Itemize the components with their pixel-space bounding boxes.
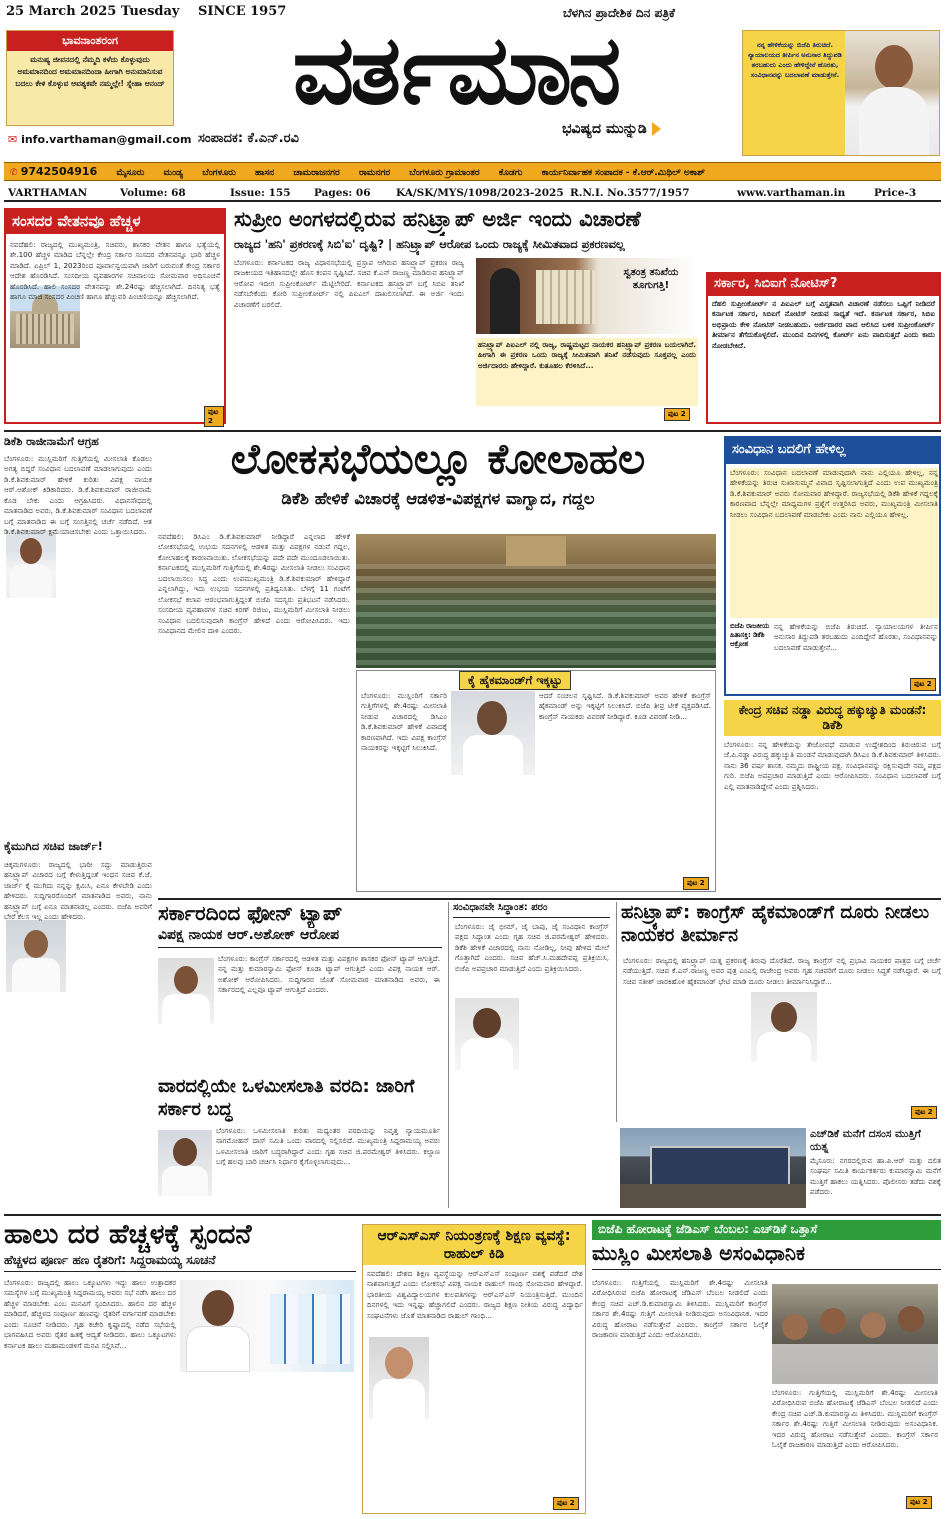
milk-packets <box>270 1294 350 1364</box>
story-subhead: ವಿಪಕ್ಷ ನಾಯಕ ಆರ್.ಅಶೋಕ್ ಆರೋಪ <box>158 928 442 948</box>
district: ಮೈಸೂರು <box>116 168 145 178</box>
info-issue: Issue: 155 <box>230 187 291 199</box>
tagline-top: ಬೆಳಗಿನ ಪ್ರಾದೇಶಿಕ ದಿನ ಪತ್ರಿಕೆ <box>563 6 675 20</box>
story-body: ಬೆಂಗಳೂರು: ರಾಜ್ಯದಲ್ಲಿ ಹನಿಟ್ರ್ಯಾಪ್ ಯತ್ನ ಪ್ರಕರಣಕ್ಕೆ ತಿರುವು ದೊರೆತಿದೆ. ರಾಜ್ಯ ಕಾಂಗ್ರೆಸ್ ನಲ್ಲಿ ಪ್ರಭಾವಿ ನಾಯಕರ ಪಾತ್ರದ ಬಗ್ಗೆ ಚರ್ಚೆ ನಡೆಯುತ್ತಿದೆ. ಸಚಿವ ಕೆ.ಎನ್.ರಾಜಣ್ಣ ಅವರ ಪುತ್ರ ಎಂಎಲ್ಸಿ ರಾಜೇಂದ್ರ ಅವರು ಗೃಹ ಸಚಿವರಿಗೆ ದೂರು ನೀಡಲು ಸಿದ್ಧತೆ ನಡೆಸಿದ್ದಾರೆ. ಈ ಬಗ್ಗೆ ಸಚಿವ ಸತೀಶ್ ಜಾರಕಿಹೊಳಿ ಹೈಕಮಾಂಡ್ ಭೇಟಿ ಮಾಡಿ ದೂರು ನೀಡಲು ತೀರ್ಮಾನಿಸಿದ್ದಾರೆ... <box>623 956 941 986</box>
story-body: ಬೆಂಗಳೂರು: ಸಂವಿಧಾನ ಬದಲಾವಣೆ ಮಾಡುವುದಾಗಿ ನಾನು ಎಲ್ಲಿಯೂ ಹೇಳಿಲ್ಲ, ನನ್ನ ಹೇಳಿಕೆಯನ್ನು ತಿರುಚಿ ಸುಖಾಸುಮ್ಮನೆ ವಿವಾದ ಸೃಷ್ಟಿಸಲಾಗುತ್ತಿದೆ ಎಂದು ಉಪ ಮುಖ್ಯಮಂತ್ರಿ ಡಿ.ಕೆ.ಶಿವಕುಮಾರ್ ಅವರು ಸೋಮವಾರ ಹೇಳಿದ್ದಾರೆ. ರಾಜ್ಯಸಭೆಯಲ್ಲಿ ಡಿಕೆಶಿ ಹೇಳಿಕೆ ಗದ್ದಲಕ್ಕೆ ಕಾರಣವಾದ ಬೆನ್ನಲ್ಲೇ ಮಾಧ್ಯಮಗಳ ಪ್ರಶ್ನೆಗೆ ಉತ್ತರಿಸಿದ ಅವರು, ಮುಖ್ಯಮಂತ್ರಿ ಮೀಸಲಾತಿ ನೀಡಲು ಸಂವಿಧಾನ ಬದಲಾವಣೆ ಮಾಡಬೇಕು ಎಂದು ನಾನು ಎಲ್ಲಿಯೂ ಹೇಳಿಲ್ಲ. <box>730 468 938 618</box>
story-headline: ಸುಪ್ರೀಂ ಅಂಗಳದಲ್ಲಿರುವ ಹನಿಟ್ರ್ಯಾಪ್ ಅರ್ಜಿ ಇಂದು ವಿಚಾರಣೆ <box>234 208 641 231</box>
story-body: ದೆಹಲಿ ಸುಪ್ರೀಂಕೋರ್ಟ್ ನ ಪಿಐಎಲ್ ಬಗ್ಗೆ ವಿಸ್ತೃತವಾಗಿ ವಿಚಾರಣೆ ನಡೆಸಲು ಒಪ್ಪಿಗೆ ನೀಡಿದರೆ ಕರ್ನಾಟಕ ಸರ್ಕಾರ, ಸಿಬಿಐಗೆ ನೋಟಿಸ್ ನೀಡುವ ಸಾಧ್ಯತೆ ಇದೆ. ಕರ್ನಾಟಕ ಸರ್ಕಾರ, ಸಿಬಿಐ ಅಭಿಪ್ರಾಯ ಕೇಳಿ ನೋಟಿಸ್ ನೀಡಬಹುದು. ಅರ್ಜಿದಾರರ ವಾದ ಆಲಿಸಿದ ಬಳಿಕ ಸುಪ್ರೀಂಕೋರ್ಟ್ ತೀರ್ಮಾನ ತೆಗೆದುಕೊಳ್ಳಲಿದೆ. ಮುಂದಿನ ದಿನಗಳಲ್ಲಿ ಕೋರ್ಟ್ ಏನು ವಾದಿಸುತ್ತದೆ ಎಂದು ಕಾದು ನೋಡಬೇಕಿದೆ. <box>712 299 935 350</box>
story-headline: ಕೈಮುಗಿದ ಸಚಿವ ಜಾರ್ಜ್! <box>4 840 103 853</box>
story-phone-tap <box>158 902 442 1074</box>
district: ಬೆಂಗಳೂರು <box>202 168 236 178</box>
story-mp-salary <box>4 208 226 424</box>
district: ಹಾಸನ <box>254 168 275 178</box>
info-rni: R.N.I. No.3577/1957 <box>570 187 690 199</box>
story-hdk-siege <box>810 1128 941 1208</box>
page-ref: ಪುಟ 2 <box>906 1496 932 1509</box>
story-body: ಬೆಂಗಳೂರು: ರಾಜ್ಯದಲ್ಲಿ ಹಾಲು ಒಕ್ಕೂಟಗಳು ಇದ್ದು ಹಾಲು ಉತ್ಪಾದಕರ ಸಮಸ್ಯೆಗಳ ಬಗ್ಗೆ ಮುಖ್ಯಮಂತ್ರಿ ಸಿದ್ದರಾಮಯ್ಯ ಅವರು ಸಭೆ ನಡೆಸಿ ಹಾಲು ದರ ಹೆಚ್ಚಳ ಮಾಡಬೇಕು ಎಂಬ ಮನವಿಗೆ ಸ್ಪಂದಿಸಿದರು. ಹಾಲಿನ ದರ ಹೆಚ್ಚಳ ಮಾಡಿದರೆ, ಹೆಚ್ಚಳದ ಸಂಪೂರ್ಣ ಹಣವನ್ನು ರೈತರಿಗೆ ವರ್ಗಾವಣೆ ಮಾಡಬೇಕು ಎಂದು ಸೂಚನೆ ನೀಡಿದರು. ಗೃಹ ಕಚೇರಿ ಕೃಷ್ಣಾದಲ್ಲಿ ನಡೆದ ಸಭೆಯಲ್ಲಿ ಭಾಗವಹಿಸಿದ ಅವರು ರೈತರ ಹಿತಕ್ಕೆ ಆದ್ಯತೆ ನೀಡಿದರು. ಹಾಲು ಒಕ್ಕೂಟಗಳು ಕರ್ನಾಟಕ ಹಾಲು ಮಹಾಮಂಡಳಿಗೆ ಮನವಿ ಸಲ್ಲಿಸಿವೆ... <box>4 1278 176 1350</box>
story-body: ಬೆಂಗಳೂರು: ನನ್ನ ಹೇಳಿಕೆಯನ್ನು ತೇಜೋವಧೆ ಮಾಡುವ ಉದ್ದೇಶದಿಂದ ತಿರುಚಿರುವ ಬಗ್ಗೆ ಜೆ.ಪಿ.ನಡ್ಡಾ ವಿರುದ್ಧ ಹಕ್ಕುಚ್ಯುತಿ ಮಂಡನೆ ಮಾಡುವುದಾಗಿ ಡಿಸಿಎಂ ಡಿ.ಕೆ.ಶಿವಕುಮಾರ್ ತಿಳಿಸಿದರು. ನಾನು 36 ವರ್ಷ ಶಾಸಕ. ನಮ್ಮದು ರಾಷ್ಟ್ರೀಯ ಪಕ್ಷ. ಸಂವಿಧಾನವನ್ನು ರಕ್ಷಿಸುವುದೇ ನಮ್ಮ ಪಕ್ಷದ ಗುರಿ. ಬಿಜೆಪಿ ಅಪಪ್ರಚಾರ ಮಾಡುತ್ತಿದೆ ಎಂದು ಆರೋಪಿಸಿದರು. ಸಂವಿಧಾನ ಬದಲಾವಣೆ ಬಗ್ಗೆ ಎಲ್ಲಿ ಮಾತನಾಡಿದ್ದೇನೆ ಎಂದು ಪ್ರಶ್ನಿಸಿದರು. <box>724 740 941 791</box>
info-volume: Volume: 68 <box>120 187 186 199</box>
story-dk-resign <box>4 436 154 836</box>
story-milk <box>4 1220 356 1514</box>
police-bus-photo <box>620 1128 806 1208</box>
page-ref: ಪುಟ 2 <box>204 406 224 427</box>
story-body-right: ಬೆಂಗಳೂರು: ಗುತ್ತಿಗೆಯಲ್ಲಿ ಮುಸ್ಲಿಮರಿಗೆ ಶೇ.4ರಷ್ಟು ಮೀಸಲಾತಿ ವಿರೋಧಿಸಿರುವ ಬಿಜೆಪಿ ಹೋರಾಟಕ್ಕೆ ಜೆಡಿಎಸ್ ಬೆಂಬಲ ನೀಡಲಿದೆ ಎಂದು ಕೇಂದ್ರ ಸಚಿವ ಎಚ್.ಡಿ.ಕುಮಾರಸ್ವಾಮಿ ತಿಳಿಸಿದರು. ಮುಸ್ಲಿಮರಿಗೆ ಕಾಂಗ್ರೆಸ್ ಸರ್ಕಾರ ಶೇ.4ರಷ್ಟು ಗುತ್ತಿಗೆ ಮೀಸಲಾತಿ ನೀಡಿರುವುದು ಅಸಂವಿಧಾನಿಕ. ಇದರ ವಿರುದ್ಧ ಹೋರಾಟ ನಡೆಸುತ್ತೇವೆ ಎಂದರು. ಕಾಂಗ್ರೆಸ್ ಸರ್ಕಾರ ಓಲೈಕೆ ರಾಜಕಾರಣ ಮಾಡುತ್ತಿದೆ ಎಂದು ಆರೋಪಿಸಿದರು. <box>772 1388 938 1450</box>
story-subhead: ಹೆಚ್ಚಳದ ಪೂರ್ಣ ಹಣ ರೈತರಿಗೆ: ಸಿದ್ದರಾಮಯ್ಯ ಸೂಚನೆ <box>4 1254 356 1272</box>
page-ref: ಪುಟ 2 <box>910 678 936 691</box>
divider <box>4 1214 941 1216</box>
story-headline: ಕೇಂದ್ರ ಸಚಿವ ನಡ್ಡಾ ವಿರುದ್ಧ ಹಕ್ಕುಚ್ಯುತಿ ಮಂಡನೆ: ಡಿಕೆಶಿ <box>724 700 941 736</box>
thought-text: ಮನುಷ್ಯ ಜೀವನದಲ್ಲಿ ನೆಮ್ಮದಿ ಕಳೆದು ಕೊಳ್ಳುವುದು ಅಮಮಾನದಿಂದ ಅಮಮಾನದಿಂದಾ ಹೀಗಾಗಿ ಅನುಮಾನಿಸುವ ಬದಲು ಕೇಳಿ ಕೊಳ್ಳುವ ಆವಶ್ಯಕವೇ ನಮ್ಮಲ್ಲೇ! ಸ್ನೇಹಾ ಆನಂದ್ <box>15 55 165 88</box>
highcommand-label: ಕೈ ಹೈಕಮಾಂಡ್‌ಗೆ ಇಕ್ಕಟ್ಟು <box>459 671 571 690</box>
promo-box <box>742 30 940 156</box>
lead-body: ನವದೆಹಲಿ: ಡಿಸಿಎಂ ಡಿ.ಕೆ.ಶಿವಕುಮಾರ್ ನೀಡಿದ್ದಾರೆ ಎನ್ನಲಾದ ಹೇಳಿಕೆ ಲೋಕಸಭೆಯಲ್ಲಿ ಉಭಯ ಸದನಗಳಲ್ಲಿ ಆಡಳಿತ ಮತ್ತು ವಿಪಕ್ಷಗಳ ನಡುವೆ ಗದ್ದಲ, ಕೋಲಾಹಲಕ್ಕೆ ಕಾರಣವಾಯಿತು. ಲೋಕಸಭೆಯನ್ನು ಪದೇ ಪದೇ ಮುಂದೂಡಲಾಯಿತು. ಕರ್ನಾಟಕದಲ್ಲಿ ಮುಸ್ಲಿಮರಿಗೆ ಗುತ್ತಿಗೆಯಲ್ಲಿ ಶೇ.4ರಷ್ಟು ಮೀಸಲಾತಿ ನೀಡಲು ಸಂವಿಧಾನ ಬದಲಾಯಿಸಲು ಸಿದ್ಧ ಎಂದು ಉಪಮುಖ್ಯಮಂತ್ರಿ ಡಿ.ಕೆ.ಶಿವಕುಮಾರ್ ಹೇಳಿದ್ದಾರೆ ಎನ್ನಲಾಗಿದ್ದು, ಇದು ಉಭಯ ಸದನಗಳಲ್ಲಿ ಪ್ರತಿಧ್ವನಿಸಿತು. ಬೆಳಗ್ಗೆ 11 ಗಂಟೆಗೆ ಲೋಕಸಭೆ ಕಲಾಪ ಆರಂಭವಾಗುತ್ತಿದ್ದಂತೆ ಬಿಜೆಪಿ ಸದಸ್ಯರು ಪ್ರತಿಭಟನೆ ನಡೆಸಿದರು. ಸಂಸದೀಯ ವ್ಯವಹಾರಗಳ ಸಚಿವ ಕಿರಣ್ ರಿಜಿಜು, ಮುಸ್ಲಿಮರಿಗೆ ಮೀಸಲಾತಿ ನೀಡಲು ಸಂವಿಧಾನ ಬದಲಿಸುವುದಾಗಿ ಕಾಂಗ್ರೆಸ್ ಹೇಳಿದೆ ಎಂದು ಆರೋಪಿಸಿದರು. ಇದು ಸಂವಿಧಾನದ ಮೇಲಿನ ದಾಳಿ ಎಂದರು. <box>158 532 350 635</box>
judge-figure <box>490 268 520 334</box>
divider <box>158 898 941 900</box>
story-notice <box>706 272 941 424</box>
story-nadda <box>724 700 941 894</box>
page-ref: ಪುಟ 2 <box>683 877 709 890</box>
lok-sabha-photo <box>356 534 716 668</box>
paper-title: ವರ್ತಮಾನ <box>292 14 618 126</box>
divider <box>4 430 941 432</box>
story-body: ನವದೆಹಲಿ: ರಾಜ್ಯದಲ್ಲಿ ಮುಖ್ಯಮಂತ್ರಿ, ಸಚಿವರು, ಶಾಸಕರ ವೇತನ ಹಾಗೂ ಭತ್ಯೆಯಲ್ಲಿ ಶೇ.100 ಹೆಚ್ಚಳ ಮಾಡಿದ ಬೆನ್ನಲ್ಲೇ ಕೇಂದ್ರ ಸರ್ಕಾರ ಸಂಸದರ ವೇತನವನ್ನೂ ಭಾರಿ ಹೆಚ್ಚಳ ಮಾಡಿದೆ. ಏಪ್ರಿಲ್ 1, 2023ರಿಂದ ಪೂರ್ವಾನ್ವಯವಾಗಿ ಜಾರಿಗೆ ಬರುವಂತೆ ಕೇಂದ್ರ ಸರ್ಕಾರ ಆದೇಶ ಹೊರಡಿಸಿದೆ. ಸಂಸದೀಯ ವ್ಯವಹಾರಗಳ ಸಚಿವಾಲಯ ಸೋಮವಾರ ಅಧಿಸೂಚನೆ ಹೊರಡಿಸಿದೆ. ಹಾಲಿ ಸಂಸದರ ವೇತನವನ್ನು ಶೇ.24ರಷ್ಟು ಹೆಚ್ಚಿಸಲಾಗಿದೆ. ದಿನನಿತ್ಯ ಭತ್ಯೆ ಹಾಗೂ ಮಾಜಿ ಸಂಸದರ ಪಿಂಚಣಿ ಹಾಗೂ ಹೆಚ್ಚುವರಿ ಪಿಂಚಣಿಯನ್ನೂ ಹೆಚ್ಚಿಸಲಾಗಿದೆ. <box>10 240 220 302</box>
highcommand-body1: ಬೆಂಗಳೂರು: ಮುಸ್ಲಿಂರಿಗೆ ಸರ್ಕಾರಿ ಗುತ್ತಿಗೆಗಳಲ್ಲಿ ಶೇ.4ರಷ್ಟು ಮೀಸಲಾತಿ ನೀಡುವ ವಿಚಾರದಲ್ಲಿ ಡಿಸಿಎಂ ಡಿ.ಕೆ.ಶಿವಕುಮಾರ್ ಹೇಳಿಕೆ ವಿವಾದಕ್ಕೆ ಕಾರಣವಾಗಿದೆ. ಇದು ವಿಪಕ್ಷ ಕಾಂಗ್ರೆಸ್ ನಾಯಕರನ್ನು ಇಕ್ಕಟ್ಟಿಗೆ ಸಿಲುಕಿಸಿದೆ. <box>361 691 447 753</box>
story-headline: ಹಾಲು ದರ ಹೆಚ್ಚಳಕ್ಕೆ ಸ್ಪಂದನೆ <box>4 1220 252 1250</box>
info-bar <box>4 184 941 202</box>
page-ref: ಪುಟ 2 <box>911 1106 937 1119</box>
rajanna-photo <box>751 992 817 1062</box>
story-muslim-quota <box>592 1220 941 1514</box>
play-icon <box>652 122 661 136</box>
ashok-photo <box>158 958 214 1024</box>
story-body: ಬೆಂಗಳೂರು: ಗುತ್ತಿಗೆಯಲ್ಲಿ ಮುಸ್ಲಿಮರಿಗೆ ಶೇ.4ರಷ್ಟು ಮೀಸಲಾತಿ ವಿರೋಧಿಸಿರುವ ಬಿಜೆಪಿ ಹೋರಾಟಕ್ಕೆ ಜೆಡಿಎಸ್ ಬೆಂಬಲ ನೀಡಲಿದೆ ಎಂದು ಕೇಂದ್ರ ಸಚಿವ ಎಚ್.ಡಿ.ಕುಮಾರಸ್ವಾಮಿ ತಿಳಿಸಿದರು. ಮುಸ್ಲಿಮರಿಗೆ ಕಾಂಗ್ರೆಸ್ ಸರ್ಕಾರ ಶೇ.4ರಷ್ಟು ಗುತ್ತಿಗೆ ಮೀಸಲಾತಿ ನೀಡಿರುವುದು ಅಸಂವಿಧಾನಿಕ. ಇದರ ವಿರುದ್ಧ ಹೋರಾಟ ನಡೆಸುತ್ತೇವೆ ಎಂದರು. ಕಾಂಗ್ರೆಸ್ ಸರ್ಕಾರ ಓಲೈಕೆ ರಾಜಕಾರಣ ಮಾಡುತ್ತಿದೆ ಎಂದು ಆರೋಪಿಸಿದರು. <box>592 1278 768 1340</box>
mail-icon: ✉ <box>8 133 18 146</box>
thought-box <box>6 30 174 126</box>
phone-icon: ✆ <box>10 168 18 178</box>
story-headline: ಸರ್ಕಾರ, ಸಿಬಿಐಗೆ ನೋಟಿಸ್? <box>708 274 939 296</box>
tagline-bottom: ಭವಿಷ್ಯದ ಮುನ್ನುಡಿ <box>562 121 661 137</box>
lead-story <box>158 436 718 894</box>
district: ಬೆಂಗಳೂರು ಗ್ರಾಮಾಂತರ <box>409 168 480 178</box>
thought-title: ಭಾವನಾಂತರಂಗ <box>7 31 173 51</box>
story-body-col2: ಹನಿಟ್ರ್ಯಾಪ್ ಪಿಐಎಲ್ ನಲ್ಲಿ ರಾಜ್ಯ, ರಾಷ್ಟ್ರಮಟ್ಟದ ನಾಯಕರ ಹನಿಟ್ರ್ಯಾಪ್ ಪ್ರಕರಣ ಬಯಲಾಗಿದೆ. ಹೀಗಾಗಿ ಈ ಪ್ರಕರಣ ಒಂದು ರಾಜ್ಯಕ್ಕೆ ಸೀಮಿತವಾಗಿ ತನಿಖೆ ನಡೆಸುವುದು ಸೂಕ್ತವಲ್ಲ ಎಂದು ಅರ್ಜಿದಾರರು ಹೇಳಿದ್ದಾರೆ. ಕುತೂಹಲ ಕೆರಳಿಸಿದೆ... <box>476 338 698 406</box>
story-headline: ಸಂವಿಧಾನವೇ ಸಿದ್ಧಾಂತ: ಪರಂ <box>453 902 610 918</box>
editor-line: ಸಂಪಾದಕ: ಕೆ.ಎನ್.ರವಿ <box>198 131 299 146</box>
district-bar <box>4 162 941 181</box>
story-subhead: ರಾಜ್ಯದ 'ಹನಿ' ಪ್ರಕರಣಕ್ಕೆ ಸಿಬಿ'ಐ' ದೃಷ್ಟಿ? | ಹನಿಟ್ರ್ಯಾಪ್ ಆರೋಪ ಒಂದು ರಾಜ್ಯಕ್ಕೆ ಸೀಮಿತವಾದ ಪ್ರಕರಣವಲ್ಲ <box>234 238 625 251</box>
info-pages: Pages: 06 <box>314 187 371 199</box>
story-headline: ಸಂಸದರ ವೇತನವೂ ಹೆಚ್ಚಳ <box>6 210 224 234</box>
story-headline: ಹನಿಟ್ರ್ಯಾಪ್: ಕಾಂಗ್ರೆಸ್ ಹೈಕಮಾಂಡ್‌ಗೆ ದೂರು ನೀಡಲು ನಾಯಕರ ತೀರ್ಮಾನ <box>621 902 930 946</box>
story-honeytrap-hc <box>616 902 941 1122</box>
story-headline: ಸರ್ಕಾರದಿಂದ ಫೋನ್ ಟ್ಯಾಪ್ <box>158 902 343 925</box>
story-siddhanta <box>448 902 610 1208</box>
district: ಕೊಡಗು <box>498 168 523 178</box>
page-ref: ಪುಟ 2 <box>664 408 690 421</box>
story-headline: ವಾರದಲ್ಲಿಯೇ ಒಳಮೀಸಲಾತಿ ವರದಿ: ಜಾರಿಗೆ ಸರ್ಕಾರ ಬದ್ಧ <box>158 1076 415 1120</box>
info-name: VARTHAMAN <box>8 187 88 199</box>
info-web: www.varthaman.in <box>737 187 846 199</box>
story-headline: ಆರ್‌ಎಸ್‌ಎಸ್ ನಿಯಂತ್ರಣಕ್ಕೆ ಶಿಕ್ಷಣ ವ್ಯವಸ್ಥೆ: ರಾಹುಲ್ ಕಿಡಿ <box>363 1225 585 1265</box>
since-label: SINCE 1957 <box>198 4 287 19</box>
court-illustration <box>476 258 698 334</box>
court-building <box>536 270 596 324</box>
story-body: ಚಿಕ್ಕಮಗಳೂರು: ರಾಜ್ಯದಲ್ಲಿ ಭಾರೀ ಸದ್ದು ಮಾಡುತ್ತಿರುವ ಹನಿಟ್ರ್ಯಾಪ್ ವಿಚಾರದ ಬಗ್ಗೆ ಕೇಳುತ್ತಿದ್ದಂತೆ ಇಂಧನ ಸಚಿವ ಕೆ.ಜೆ. ಜಾರ್ಜ್ ಕೈ ಮುಗಿದು ನನ್ನನ್ನು ಕ್ಷಮಿಸಿ, ಏನೂ ಕೇಳಬೇಡಿ ಎಂದು ಹೇಳಿದರು. ಸುದ್ದಿಗಾರರೊಂದಿಗೆ ಮಾತನಾಡಿದ ಅವರು, ನಾನು ಹನಿಟ್ರ್ಯಾಪ್ ಬಗ್ಗೆ ಏನೂ ಮಾತನಾಡಲ್ಲ ಎಂದರು. ಬಿಜೆಪಿ ಅವರಿಗೆ ಬೇರೆ ಕೆಲಸ ಇಲ್ಲ ಎಂದು ಹೇಳಿದರು. <box>4 860 152 922</box>
lead-headline: ಲೋಕಸಭೆಯಲ್ಲೂ ಕೋಲಾಹಲ <box>230 436 646 483</box>
story-headline: ಎಚ್‌ಡಿಕೆ ಮನೆಗೆ ದಸಂಸ ಮುತ್ತಿಗೆ ಯತ್ನ <box>810 1128 921 1154</box>
info-reg: KA/SK/MYS/1098/2023-2025 <box>396 187 564 199</box>
story-body: ಬೆಂಗಳೂರು: ಜೈ ಭೀಮ್, ಜೈ ಬಾಪು, ಜೈ ಸಂವಿಧಾನ ಕಾಂಗ್ರೆಸ್ ಪಕ್ಷದ ಸಿದ್ಧಾಂತ ಎಂದು ಗೃಹ ಸಚಿವ ಜಿ.ಪರಮೇಶ್ವರ್ ಹೇಳಿದರು. ಡಿಕೆಶಿ ಹೇಳಿಕೆ ವಿಚಾರದಲ್ಲಿ ನಾನು ನೋಡಿಲ್ಲ, ನೀವು ಹೇಳಿದ ಮೇಲೆ ಗೊತ್ತಾಗಿದೆ ಎಂದರು. ಸಚಿವ ಹೆಚ್.ಸಿ.ಮಹದೇವಪ್ಪ ಪ್ರತಿಕ್ರಿಯಿಸಿ, ಬಿಜೆಪಿ ಅಪಪ್ರಚಾರ ಮಾಡುತ್ತಿದೆ ಎಂದು ಪ್ರತಿಕ್ರಿಯಿಸಿದರು. <box>455 922 609 973</box>
chidambaram-photo <box>451 691 535 775</box>
story-honeytrap-sc <box>234 208 699 424</box>
story-body: ಬೆಂಗಳೂರು: ಕಾಂಗ್ರೆಸ್ ಸರ್ಕಾರದಲ್ಲಿ ಆಡಳಿತ ಮತ್ತು ವಿಪಕ್ಷಗಳ ಶಾಸಕರ ಫೋನ್ ಟ್ಯಾಪ್ ಆಗುತ್ತಿದೆ. ನನ್ನ ಮತ್ತು ಕುಮಾರಸ್ವಾಮಿ ಫೋನ್ ಕೂಡಾ ಟ್ಯಾಪ್ ಆಗುತ್ತಿದೆ ಎಂದು ವಿಪಕ್ಷ ನಾಯಕ ಆರ್. ಅಶೋಕ್ ಆರೋಪಿಸಿದರು. ಸುದ್ದಿಗಾರರ ಜೊತೆ ಸೋಮವಾರ ಮಾತನಾಡಿದ ಅವರು, ಈ ಸರ್ಕಾರದಲ್ಲಿ ಎಲ್ಲವೂ ಟ್ಯಾಪ್ ಆಗುತ್ತಿದೆ ಎಂದರು. <box>218 954 440 995</box>
story-body: ಬೆಂಗಳೂರು: ಮುಸ್ಲಿಮರಿಗೆ ಗುತ್ತಿಗೆಯಲ್ಲಿ ಮೀಸಲಾತಿ ಕೊಡಲು ಅಗತ್ಯ ಬಿದ್ದರೆ ಸಂವಿಧಾನ ಬದಲಾವಣೆ ಮಾಡಲಾಗುವುದು ಎಂದು ಡಿ.ಕೆ.ಶಿವಕುಮಾರ್ ಹೇಳಿಕೆ ಕುರಿತು ವಿಪಕ್ಷ ನಾಯಕ ಆರ್.ಅಶೋಕ್ ಕಿಡಿಕಾರಿದರು. ಡಿ.ಕೆ.ಶಿವಕುಮಾರ್ ರಾಜೀನಾಮೆ ಕೊಡ ಬೇಕು ಎಂದು ಆಗ್ರಹಿಸಿದರು. ವಿಧಾನಸೌಧದಲ್ಲಿ ಮಾತನಾಡಿದ ಅವರು, ಡಿ.ಕೆ.ಶಿವಕುಮಾರ್ ಸಂವಿಧಾನ ಬದಲಾವಣೆ ಬಗ್ಗೆ ಮಾತನಾಡಿದ ಈ ಬಗ್ಗೆ ಸಂಸತ್ತಿನಲ್ಲಿ ಚರ್ಚೆ ನಡೆದಿದೆ. ಆತ ಡಿ.ಕೆ.ಶಿವಕುಮಾರ್ ಕ್ಷಮೆಯಾಚಿಸಬೇಕು ಎಂದು ಒತ್ತಾಯಿಸಿದರು. <box>4 454 152 537</box>
story-body: ನವದೆಹಲಿ: ದೇಶದ ಶಿಕ್ಷಣ ವ್ಯವಸ್ಥೆಯನ್ನು ಆರ್‌ಎಸ್‌ಎಸ್ ಸಂಪೂರ್ಣ ವಶಕ್ಕೆ ಪಡೆದರೆ ದೇಶ ನಾಶವಾಗುತ್ತದೆ ಎಂದು ಲೋಕಸಭೆ ವಿಪಕ್ಷ ನಾಯಕ ರಾಹುಲ್ ಗಾಂಧಿ ಸೋಮವಾರ ಹೇಳಿದ್ದಾರೆ. ಭಾರತೀಯ ವಿಶ್ವವಿದ್ಯಾಲಯಗಳ ಕುಲಪತಿಗಳನ್ನು ಆರ್‌ಎಸ್‌ಎಸ್ ನಿಯಂತ್ರಿಸುತ್ತಿದೆ. ಮುಂದಿನ ದಿನಗಳಲ್ಲಿ ಇದು ಇನ್ನಷ್ಟು ಹೆಚ್ಚಾಗಲಿದೆ ಎಂದರು. ರಾಜ್ಯದ ಶಿಕ್ಷಣ ನೀತಿಯ ವಿರುದ್ಧ ವಿದ್ಯಾರ್ಥಿ ಸಂಘಟನೆಗಳು ಜೊತೆ ಮಾತನಾಡಿದ ರಾಹುಲ್ ಗಾಂಧಿ... <box>367 1269 583 1320</box>
story-george <box>4 840 154 1192</box>
image-caption: ಸ್ವತಂತ್ರ ತನಿಖೆಯ ತೂಗುಗತ್ತಿ! <box>623 267 679 291</box>
story-headline: ಸಂವಿಧಾನ ಬದಲಿಗೆ ಹೇಳಿಲ್ಲ <box>726 438 939 464</box>
story-body-col1: ಬೆಂಗಳೂರು: ಕರ್ನಾಟಕದ ರಾಜ್ಯ ವಿಧಾನಸಭೆಯಲ್ಲಿ ಪ್ರಸ್ತಾಪ ಆಗಿರುವ ಹನಿಟ್ರ್ಯಾಪ್ ಪ್ರಕರಣ ರಾಜ್ಯ ರಾಜಕೀಯದ ಇತಿಹಾಸದಲ್ಲೇ ಹೊಸ ಕಂಪನ ಸೃಷ್ಟಿಸಿದೆ. ಸಚಿವ ಕೆ.ಎನ್ ರಾಜಣ್ಣ ಮಾಡಿರುವ ಹನಿಟ್ರ್ಯಾಪ್ ಆರೋಪ ಇದೀಗ ಸುಪ್ರೀಂಕೋರ್ಟ್ ಮೆಟ್ಟಿಲೇರಿದೆ. ಕರ್ನಾಟಕದ ಹನಿಟ್ರ್ಯಾಪ್ ಬಗ್ಗೆ ಸಿಬಿಐ ತನಿಖೆ ನಡೆಸಬೇಕೆಂದು ಕೋರಿ ಸುಪ್ರೀಂಕೋರ್ಟ್ ನಲ್ಲಿ ಪಿಐಎಲ್ ದಾಖಲಿಸಲಾಗಿದೆ. ಈ ಅರ್ಜಿ ಇಂದು ವಿಚಾರಣೆಗೆ ಬರಲಿದೆ. <box>234 258 464 309</box>
pullquote: ಬಿಜೆಪಿ ರಾಜಕೀಯ ಹಿತಾಸಕ್ತಿ: ಡಿಕೆಶಿ ಆಕ್ರೋಶ <box>730 622 770 648</box>
story-const-change <box>724 436 941 696</box>
district: ಮಂಡ್ಯ <box>163 168 184 178</box>
promo-photo <box>845 31 940 156</box>
story-body: ಬೆಂಗಳೂರು: ಒಳಮೀಸಲಾತಿ ಕುರಿತು ಮಧ್ಯಂತರ ವರದಿಯನ್ನು ನಿವೃತ್ತ ನ್ಯಾಯಮೂರ್ತಿ ನಾಗಮೋಹನ್ ದಾಸ್ ಸಮಿತಿ ಒಂದು ವಾರದಲ್ಲಿ ಸಲ್ಲಿಸಲಿದೆ. ಮುಖ್ಯಮಂತ್ರಿ ಸಿದ್ದರಾಮಯ್ಯ ಅವರು ಒಳಮೀಸಲಾತಿ ಜಾರಿಗೆ ಬದ್ಧರಾಗಿದ್ದಾರೆ ಎಂದು ಗೃಹ ಸಚಿವ ಜಿ.ಪರಮೇಶ್ವರ್ ತಿಳಿಸಿದರು. ಕಲ್ಯಾಣ ಬಗ್ಗೆ ಹಲವು ಬಾರಿ ಚರ್ಚಿಸಿ ನಿರ್ಧಾರ ಕೈಗೊಳ್ಳಲಾಗುವುದು... <box>216 1126 440 1167</box>
story-headline: ಮುಸ್ಲಿಂ ಮೀಸಲಾತಿ ಅಸಂವಿಧಾನಿಕ <box>592 1242 941 1270</box>
highcommand-box <box>356 670 716 892</box>
page-ref: ಪುಟ 2 <box>553 1497 579 1510</box>
story-body-2: ನನ್ನ ಹೇಳಿಕೆಯನ್ನು ಬಿಜೆಪಿ ತಿರುಚಿದೆ. ನ್ಯಾಯಾಲಯಗಳ ತೀರ್ಪಿನ ಅನುಸಾರ ತಿದ್ದುಪಡಿ ತರಬಹುದು ಎಂದಿದ್ದೇನೆ ಹೊರತು, ಸಂವಿಧಾನವನ್ನು ಬದಲಾವಣೆ ಮಾಡುತ್ತೇನೆ... <box>774 622 938 652</box>
email-text: info.varthaman@gmail.com <box>21 133 192 146</box>
district: ರಾಮನಗರ <box>358 168 391 178</box>
story-body: ಮೈಸೂರು: ನಗರದಲ್ಲಿರುವ ಹಾ.ಪಿ.ಆರ್ ಮತ್ತು ದಲಿತ ಸಂಘರ್ಷ ಸಮಿತಿ ಕಾರ್ಯಕರ್ತರು ಕುಮಾರಸ್ವಾಮಿ ಮನೆಗೆ ಮುತ್ತಿಗೆ ಹಾಕಲು ಯತ್ನಿಸಿದರು. ಪೊಲೀಸರು ತಡೆದು ವಶಕ್ಕೆ ಪಡೆದರು. <box>810 1156 941 1197</box>
parameshwar-photo <box>158 1130 212 1196</box>
phone-number: 9742504916 <box>20 165 98 178</box>
story-internal-quota <box>158 1076 442 1208</box>
info-price: Price-3 <box>874 187 917 199</box>
person-head <box>875 45 913 89</box>
person-body <box>859 87 929 156</box>
lead-subhead: ಡಿಕೆಶಿ ಹೇಳಿಕೆ ವಿಚಾರಕ್ಕೆ ಆಡಳಿತ-ವಿಪಕ್ಷಗಳ ವಾಗ್ವಾದ, ಗದ್ದಲ <box>281 490 595 508</box>
exec-editor: ಕಾರ್ಯನಿರ್ವಾಹಕ ಸಂಪಾದಕ - ಕೆ.ಆರ್.ಮಿಥಿಲ್ ಅಕಾಶ್ <box>541 168 705 178</box>
email-line <box>8 133 191 146</box>
district: ಚಾಮರಾಜನಗರ <box>293 168 340 178</box>
siddaramaiah-photo <box>180 1280 354 1372</box>
highcommand-body2: ಆದರೆ ಸಂಚಲನ ಸೃಷ್ಟಿಸಿದೆ. ಡಿ.ಕೆ.ಶಿವಕುಮಾರ್ ಅವರ ಹೇಳಿಕೆ ಕಾಂಗ್ರೆಸ್ ಹೈಕಮಾಂಡ್ ಅನ್ನು ಇಕ್ಕಟ್ಟಿಗೆ ಸಿಲುಕಿಸಿದೆ. ಬಿಜೆಪಿ ತೀವ್ರ ಟೀಕೆ ವ್ಯಕ್ತಪಡಿಸಿದೆ. ಕಾಂಗ್ರೆಸ್ ನಾಯಕರು ವಿವರಣೆ ನೀಡಿದ್ದಾರೆ. ಕೂಡ ವಿವರಣೆ ನೀಡಿ... <box>539 691 711 721</box>
date-line: 25 March 2025 Tuesday <box>6 4 180 19</box>
promo-text: ನನ್ನ ಹೇಳಿಕೆಯನ್ನು ಬಿಜೆಪಿ ತಿರುಚಿದೆ. ನ್ಯಾಯಾಲಯದ ತೀರ್ಪಿನ ಅನುಸಾರ ತಿದ್ದುಪಡಿ ತರಬಹುದು ಎಂದು ಹೇಳಿದ್ದೇನೆ ಹೊರತು, ಸಂವಿಧಾನವನ್ನು ಬದಲಾವಣೆ ಮಾಡುತ್ತೇನೆ. <box>748 41 842 79</box>
masthead <box>0 0 945 160</box>
story-rss <box>362 1224 586 1514</box>
story-headline: ಡಿಕೆಶಿ ರಾಜೀನಾಮೆಗೆ ಆಗ್ರಹ <box>4 436 99 448</box>
protest-photo <box>772 1284 938 1384</box>
story-banner: ಬಿಜೆಪಿ ಹೋರಾಟಕ್ಕೆ ಜೆಡಿಎಸ್ ಬೆಂಬಲ: ಎಚ್‌ಡಿಕೆ ಒತ್ತಾಸೆ <box>592 1220 941 1240</box>
